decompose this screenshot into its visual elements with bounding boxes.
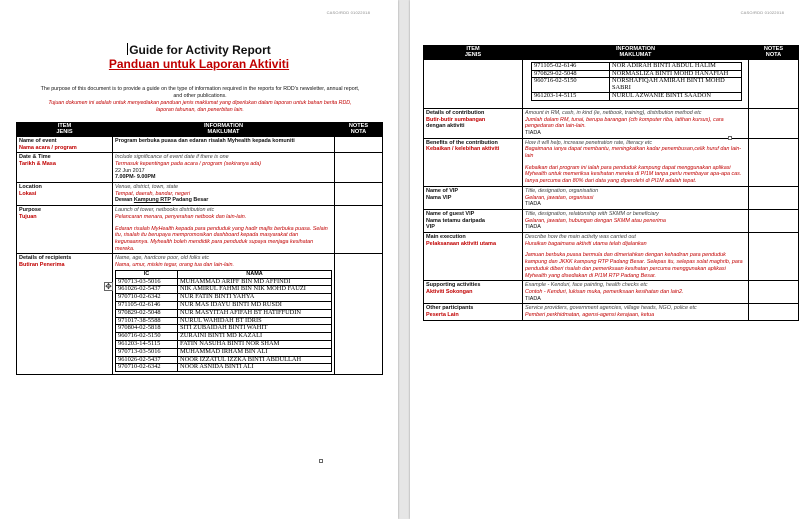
location-field[interactable]: Venue, district, town, state Tempat, daerah, bandar, negeri Dewan Kampung RTP Padang Besar: [113, 183, 335, 206]
recipient-row: [532, 93, 742, 101]
recipient-name[interactable]: NUR FATIN BINTI YAHYA: [178, 294, 332, 302]
recipient-row: [116, 317, 332, 325]
item-cell: Name of guest VIP Nama tetamu daripada VIP: [424, 209, 523, 232]
recipient-row: [116, 294, 332, 302]
recipients-table-continued: [531, 62, 742, 101]
document-reference: CASO/RDD 01022018: [326, 10, 370, 15]
date-time-field[interactable]: Include significance of event date if there is one Termasuk kepentingan pada acara / program (sekiranya ada) 22 Jun 2017 7.00PM- 9.00PM: [113, 153, 335, 183]
recipient-row: [116, 356, 332, 364]
recipient-name[interactable]: NORSHAFIQAH AMIRAH BINTI MOHD SABRI: [610, 78, 742, 93]
event-name-field[interactable]: Program berbuka puasa dan edaran risalah Myhealth kepada komuniti: [113, 136, 335, 152]
table-row-recipients: [17, 254, 383, 375]
table-row-event: [17, 136, 383, 152]
item-cell: Details of contribution Butir-butir sumbangan dengan aktiviti: [424, 108, 523, 138]
intro-paragraph-malay[interactable]: Tujuan dokumen ini adalah untuk menyediakan panduan jenis maklumat yang diperlukan dalam laporan untuk bahan berita RDD, laporan tahunan, dan penerbitan lain.: [48, 100, 352, 113]
benefits-field[interactable]: How it will help, increase penetration rate, literacy etc Bagaimana ianya dapat membantu, meningkatkan kadar penembusan,celik huruf dan lain-lain Kebaikan dari program ini ialah para penduduk kampung dapat menggunakan aplikasi Myhealth untuk memeriksa kesihatan mereka di PI1M tanpa perlu membayar apa-apa cas. Ianya percuma dan 80% dari data yang diperolehi di PI1M adalah tepat.: [523, 138, 749, 186]
table-row-date: [17, 153, 383, 183]
recipient-row: [116, 348, 332, 356]
notes-cell[interactable]: [749, 304, 799, 320]
notes-cell[interactable]: [335, 153, 383, 183]
recipient-name[interactable]: NURUL AZWANIE BINTI SAADON: [610, 93, 742, 101]
recipient-name[interactable]: NOR ADIRAH BINTI ABDUL HALIM: [610, 62, 742, 70]
table-row-vip: [424, 186, 799, 209]
recipient-row: [116, 309, 332, 317]
recipient-name[interactable]: NUR MAS IDAYU BINTI MD RUSDI: [178, 301, 332, 309]
header-notes: NOTES NOTA: [749, 46, 799, 60]
item-cell: Name of event Nama acara / program: [17, 136, 113, 152]
recipient-ic[interactable]: 961026-02-5437: [116, 286, 178, 294]
recipient-ic[interactable]: 971017-38-5588: [116, 317, 178, 325]
recipient-ic[interactable]: 970804-02-5818: [116, 325, 178, 333]
notes-cell[interactable]: [335, 136, 383, 152]
item-cell: Location Lokasi: [17, 183, 113, 206]
recipients-table: [115, 270, 332, 372]
table-row-participants: [424, 304, 799, 320]
header-information: INFORMATION MAKLUMAT: [523, 46, 749, 60]
recipient-ic[interactable]: 970829-02-5048: [116, 309, 178, 317]
notes-cell[interactable]: [335, 206, 383, 254]
item-cell: Details of recipients Butiran Penerima: [17, 254, 113, 375]
execution-field[interactable]: Describe how the main activity was carried out Huraikan bagaimana aktiviti utama telah dijalankan Jamuan berbuka puasa bermula dan dimeriahkan dengan kehadiran para penduduk kampung dan JKKK kampung RTP Padang Besar. Selepas itu, selepas solat maghrib, para penduduk diberi risalah dan pemeriksaan kesihatan percuma menggunakan aplikasi Myhealth yang disediakan di PI1M RTP Padang Besar.: [523, 233, 749, 281]
document-title[interactable]: [0, 43, 398, 57]
recipient-ic[interactable]: 970710-02-6342: [116, 364, 178, 372]
recipient-row: [116, 286, 332, 294]
table-row-benefits: [424, 138, 799, 186]
recipient-ic[interactable]: 970713-03-5016: [116, 278, 178, 286]
recipient-row: [116, 301, 332, 309]
recipient-ic[interactable]: 971105-02-6146: [116, 301, 178, 309]
recipient-row: [116, 364, 332, 372]
table-header-row: [424, 46, 799, 60]
document-page-1: [0, 0, 398, 519]
recipient-row: [532, 62, 742, 70]
item-cell: Date & Time Tarikh & Masa: [17, 153, 113, 183]
table-row-contribution: [424, 108, 799, 138]
purpose-field[interactable]: Launch of tower, netbooks distribution etc Pelancaran menara, penyerahan netbook dan lain-lain. Edaran risalah MyHealth kepada para penduduk yang hadir majlis berbuka puasa. Selain itu, risalah itu berupaya mempromosikan dashboard kepada masyarakat dan kegunaannya. Myhealth boleh mendidik para penduduk supaya menjaga kesihatan mereka.: [113, 206, 335, 254]
recipient-name[interactable]: FATIN NASUHA BINTI NOR SHAM: [178, 340, 332, 348]
notes-cell[interactable]: [749, 281, 799, 304]
item-cell: Main execution Pelaksanaan aktiviti utama: [424, 233, 523, 281]
table-row-recipients-continued: [424, 59, 799, 108]
item-cell: Benefits of the contribution Kebaikan / kelebihan aktiviti: [424, 138, 523, 186]
table-row-supporting: [424, 281, 799, 304]
vip-field[interactable]: Title, designation, organisation Gelaran, jawatan, organisasi TIADA: [523, 186, 749, 209]
recipient-ic[interactable]: 960716-02-5150: [532, 78, 610, 93]
guest-vip-field[interactable]: Title, designation, relationship with SKMM or beneficiary Gelaran, jawatan, hubungan dengan SKMM atau penerima TIADA: [523, 209, 749, 232]
header-item: ITEM JENIS: [424, 46, 523, 60]
table-move-handle-icon[interactable]: ✥: [105, 282, 112, 291]
recipient-name[interactable]: SITI ZUBAIDAH BINTI WAHIT: [178, 325, 332, 333]
table-row-purpose: [17, 206, 383, 254]
recipient-row: [116, 325, 332, 333]
recipient-ic[interactable]: 961026-02-5437: [116, 356, 178, 364]
recipient-name[interactable]: MUHAMMAD ARIFF BIN MD AFFINDI: [178, 278, 332, 286]
intro-paragraph[interactable]: The purpose of this document is to provide a guide on the type of information required in the reports for RDD's newsletter, annual report, and other publications.: [40, 86, 360, 99]
recipient-ic[interactable]: 961203-14-5115: [532, 93, 610, 101]
item-cell: Supporting activities Aktiviti Sokongan: [424, 281, 523, 304]
notes-cell[interactable]: [749, 233, 799, 281]
notes-cell[interactable]: [749, 138, 799, 186]
contribution-field[interactable]: Amount in RM, cash, in kind (ie, netbook, training), distribution method etc Jumlah dalam RM, tunai, berupa barangan (cth komputer riba, latihan kursus), cara pengedaran dan lain-lain. TIADA: [523, 108, 749, 138]
table-row-location: [17, 183, 383, 206]
recipient-name[interactable]: NOOR IZZATUL IZZKA BINTI ABDULLAH: [178, 356, 332, 364]
recipient-row: [116, 340, 332, 348]
recipients-field[interactable]: Name, age, hardcore poor, old folks etc Nama, umur, miskin tegar, orang tua dan lain-lain. IC NAMA 970713-03-5016 MUHAMMAD ARIFF BIN MD AFFINDI 961026-02-5437 NIK AMIRUL FAHMI BIN NIK MOHD FAUZI 970710-02-6342 NUR FATIN BINTI YAHYA 971105-02-6146 NUR MAS IDAYU BINTI MD RUSDI 970829-02-5048 NUR MASYITAH AFIFAH BT HATIFFUDIN 971017-38-5588 NURUL WAHIDAH BT IDRIS 970804-02-5818 SITI ZUBAIDAH BINTI WAHIT 960716-02-5150 ZURAINI BINTI MD KAZALI 961203-14-5115 FATIN NASUHA BINTI NOR SHAM 970713-03-5016 MUHAMMAD IRHAM BIN ALI 961026-02-5437 NOOR IZZATUL IZZKA BINTI ABDULLAH 970710-02-6342 NOOR ASNIDA BINTI ALI: [113, 254, 335, 375]
item-cell: [424, 59, 523, 108]
table-row-guest-vip: [424, 209, 799, 232]
notes-cell[interactable]: [749, 186, 799, 209]
recipient-name[interactable]: ZURAINI BINTI MD KAZALI: [178, 333, 332, 341]
recipient-name[interactable]: NURUL WAHIDAH BT IDRIS: [178, 317, 332, 325]
recipient-ic[interactable]: 960716-02-5150: [116, 333, 178, 341]
document-title-malay[interactable]: Panduan untuk Laporan Aktiviti: [108, 57, 290, 71]
item-cell: Name of VIP Nama VIP: [424, 186, 523, 209]
recipient-row: [532, 70, 742, 78]
recipients-field-continued[interactable]: [523, 59, 749, 108]
notes-cell[interactable]: [749, 209, 799, 232]
recipient-ic[interactable]: 970713-03-5016: [116, 348, 178, 356]
recipients-col-ic: IC: [116, 270, 178, 278]
recipient-row: [116, 333, 332, 341]
header-information: INFORMATION MAKLUMAT: [113, 123, 335, 137]
table-resize-handle[interactable]: [319, 459, 323, 463]
notes-cell[interactable]: [749, 59, 799, 108]
activity-report-table-continued: [423, 45, 799, 321]
recipient-ic[interactable]: 971105-02-6146: [532, 62, 610, 70]
notes-cell[interactable]: [749, 108, 799, 138]
recipient-row: [116, 278, 332, 286]
table-header-row: [17, 123, 383, 137]
header-notes: NOTES NOTA: [335, 123, 383, 137]
recipient-name[interactable]: NUR MASYITAH AFIFAH BT HATIFFUDIN: [178, 309, 332, 317]
table-row-execution: [424, 233, 799, 281]
header-item: ITEM JENIS: [17, 123, 113, 137]
table-resize-handle[interactable]: [728, 136, 732, 140]
recipient-ic[interactable]: 970829-02-5048: [532, 70, 610, 78]
recipient-name[interactable]: NORMASLIZA BINTI MOHD HANAFIAH: [610, 70, 742, 78]
recipient-name[interactable]: NOOR ASNIDA BINTI ALI: [178, 364, 332, 372]
notes-cell[interactable]: [335, 183, 383, 206]
participants-field[interactable]: Service providers, government agencies, village heads, NGO, police etc Pemberi perkhidmatan, agensi-agensi kerajaan, ketua: [523, 304, 749, 320]
document-reference: CASO/RDD 01022018: [740, 10, 784, 15]
recipients-col-name: NAMA: [178, 270, 332, 278]
activity-report-table: [16, 122, 383, 375]
item-cell: Purpose Tujuan: [17, 206, 113, 254]
notes-cell[interactable]: [335, 254, 383, 375]
recipient-name[interactable]: NIK AMIRUL FAHMI BIN NIK MOHD FAUZI: [178, 286, 332, 294]
recipient-ic[interactable]: 970710-02-6342: [116, 294, 178, 302]
recipient-row: [532, 78, 742, 93]
recipient-name[interactable]: MUHAMMAD IRHAM BIN ALI: [178, 348, 332, 356]
document-page-2: [410, 0, 809, 519]
title-text: Guide for Activity Report: [129, 43, 271, 57]
item-cell: Other participants Peserta Lain: [424, 304, 523, 320]
supporting-field[interactable]: Example - Kenduri, face painting, health checks etc Contoh - Kenduri, lukisan muka, pemeriksaan kesihatan dan lain2. TIADA: [523, 281, 749, 304]
recipient-ic[interactable]: 961203-14-5115: [116, 340, 178, 348]
